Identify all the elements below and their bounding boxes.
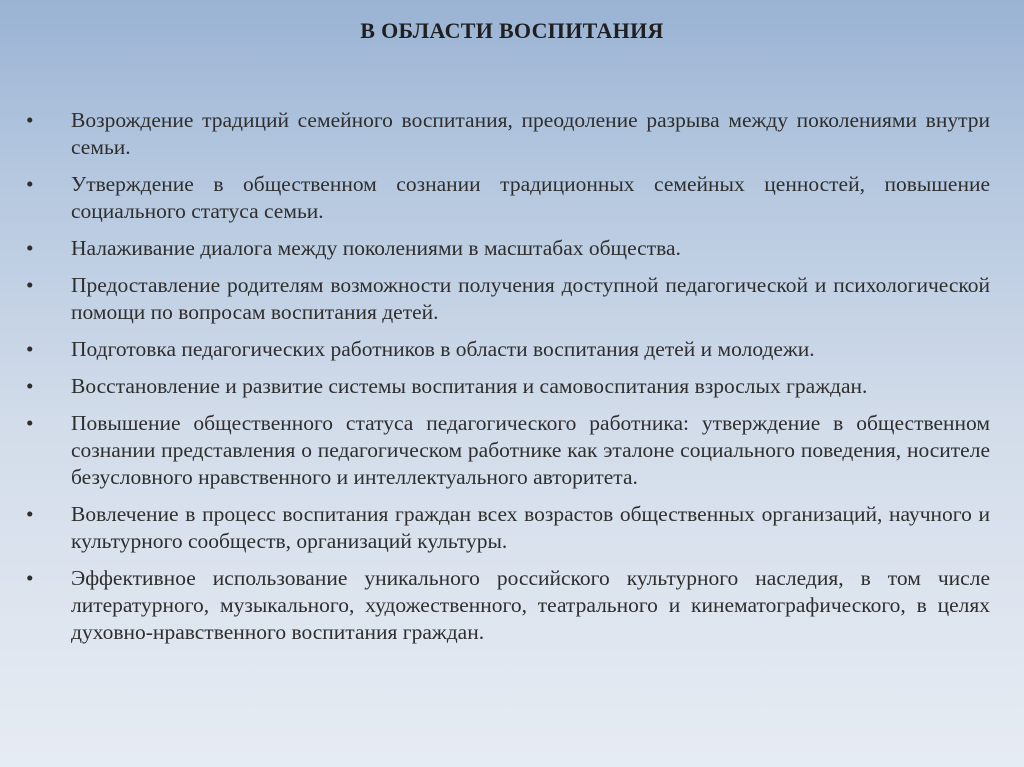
list-item-text: Утверждение в общественном сознании традиционных семейных ценностей, повышение социального статуса семьи. (71, 172, 990, 223)
list-item-text: Повышение общественного статуса педагогического работника: утверждение в общественном сознании представления о педагогическом работнике как эталоне социального поведения, носителе безусловного нравственного и интеллектуального авторитета. (71, 411, 990, 489)
bullet-icon: • (26, 502, 34, 526)
bullet-icon: • (26, 236, 34, 260)
bullet-icon: • (26, 566, 34, 590)
list-item-text: Налаживание диалога между поколениями в масштабах общества. (71, 236, 681, 260)
list-item-text: Вовлечение в процесс воспитания граждан всех возрастов общественных организаций, научного и культурного сообществ, организаций культуры. (71, 502, 990, 553)
list-item (26, 501, 990, 555)
list-item-text: Восстановление и развитие системы воспитания и самовоспитания взрослых граждан. (71, 374, 868, 398)
list-item-text: Эффективное использование уникального российского культурного наследия, в том числе литературного, музыкального, художественного, театрального и кинематографического, в целях духовно-нравственного воспитания граждан. (71, 566, 990, 644)
bullet-list (26, 107, 990, 656)
list-item (26, 565, 990, 646)
list-item (26, 336, 990, 363)
slide-title: В ОБЛАСТИ ВОСПИТАНИЯ (360, 18, 664, 43)
list-item (26, 272, 990, 326)
list-item-text: Предоставление родителям возможности получения доступной педагогической и психологической помощи по вопросам воспитания детей. (71, 273, 990, 324)
bullet-icon: • (26, 108, 34, 132)
list-item (26, 410, 990, 491)
list-item (26, 107, 990, 161)
bullet-icon: • (26, 172, 34, 196)
list-item-text: Возрождение традиций семейного воспитания, преодоление разрыва между поколениями внутри семьи. (71, 108, 990, 159)
bullet-icon: • (26, 411, 34, 435)
list-item (26, 171, 990, 225)
bullet-icon: • (26, 374, 34, 398)
list-item-text: Подготовка педагогических работников в области воспитания детей и молодежи. (71, 337, 815, 361)
list-item (26, 235, 990, 262)
bullet-icon: • (26, 273, 34, 297)
bullet-icon: • (26, 337, 34, 361)
list-item (26, 373, 990, 400)
